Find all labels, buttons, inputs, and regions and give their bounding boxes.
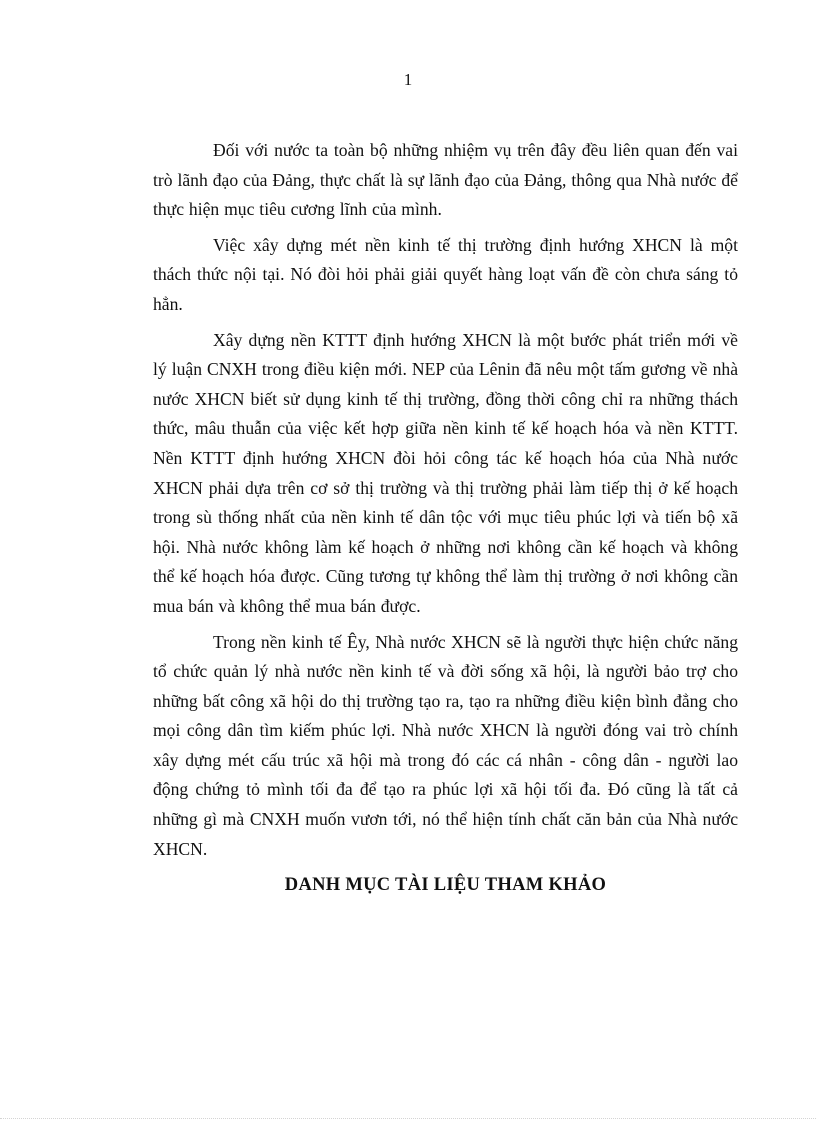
paragraph: Việc xây dựng mét nền kinh tế thị trường định hướng XHCN là một thách thức nội tại. Nó đòi hỏi phải giải quyết hàng loạt vấn đề còn chưa sáng tỏ hẳn. [153,234,738,314]
paragraph: Trong nền kinh tế Êy, Nhà nước XHCN sẽ là người thực hiện chức năng tổ chức quản lý nhà nước nền kinh tế và đời sống xã hội, là người bảo trợ cho những bất công xã hội do thị trường tạo ra, tạo ra những điều kiện bình đẳng cho mọi công dân tìm kiếm phúc lợi. Nhà nước XHCN là người đóng vai trò chính xây dựng mét cấu trúc xã hội mà trong đó các cá nhân - công dân - người lao động chứng tỏ mình tối đa để tạo ra phúc lợi xã hội tối đa. Đó cũng là tất cả những gì mà CNXH muốn vươn tới, nó thể hiện tính chất căn bản của Nhà nước XHCN. [153,631,738,859]
references-heading: DANH MỤC TÀI LIỆU THAM KHẢO [284,875,607,896]
page-bottom-rule [0,1118,816,1119]
body-text [153,136,738,900]
paragraph: Đối với nước ta toàn bộ những nhiệm vụ trên đây đều liên quan đến vai trò lãnh đạo của Đảng, thực chất là sự lãnh đạo của Đảng, thông qua Nhà nước để thực hiện mục tiêu cương lĩnh của mình. [153,140,738,220]
page-number: 1 [403,70,413,89]
paragraph: Xây dựng nền KTTT định hướng XHCN là một bước phát triển mới về lý luận CNXH trong điều kiện mới. NEP của Lênin đã nêu một tấm gương về nhà nước XHCN biết sử dụng kinh tế thị trường, đồng thời công chỉ ra những thách thức, mâu thuẫn của việc kết hợp giữa nền kinh tế kế hoạch hóa và nền KTTT. Nền KTTT định hướng XHCN đòi hỏi công tác kế hoạch hóa của Nhà nước XHCN phải dựa trên cơ sở thị trường và thị trường phải làm tiếp thị ở kế hoạch trong sù thống nhất của nền kinh tế dân tộc với mục tiêu phúc lợi và tiến bộ xã hội. Nhà nước không làm kế hoạch ở những nơi không cần kế hoạch và không thể kế hoạch hóa được. Cũng tương tự không thể làm thị trường ở nơi không cần mua bán và không thể mua bán được. [153,329,738,616]
